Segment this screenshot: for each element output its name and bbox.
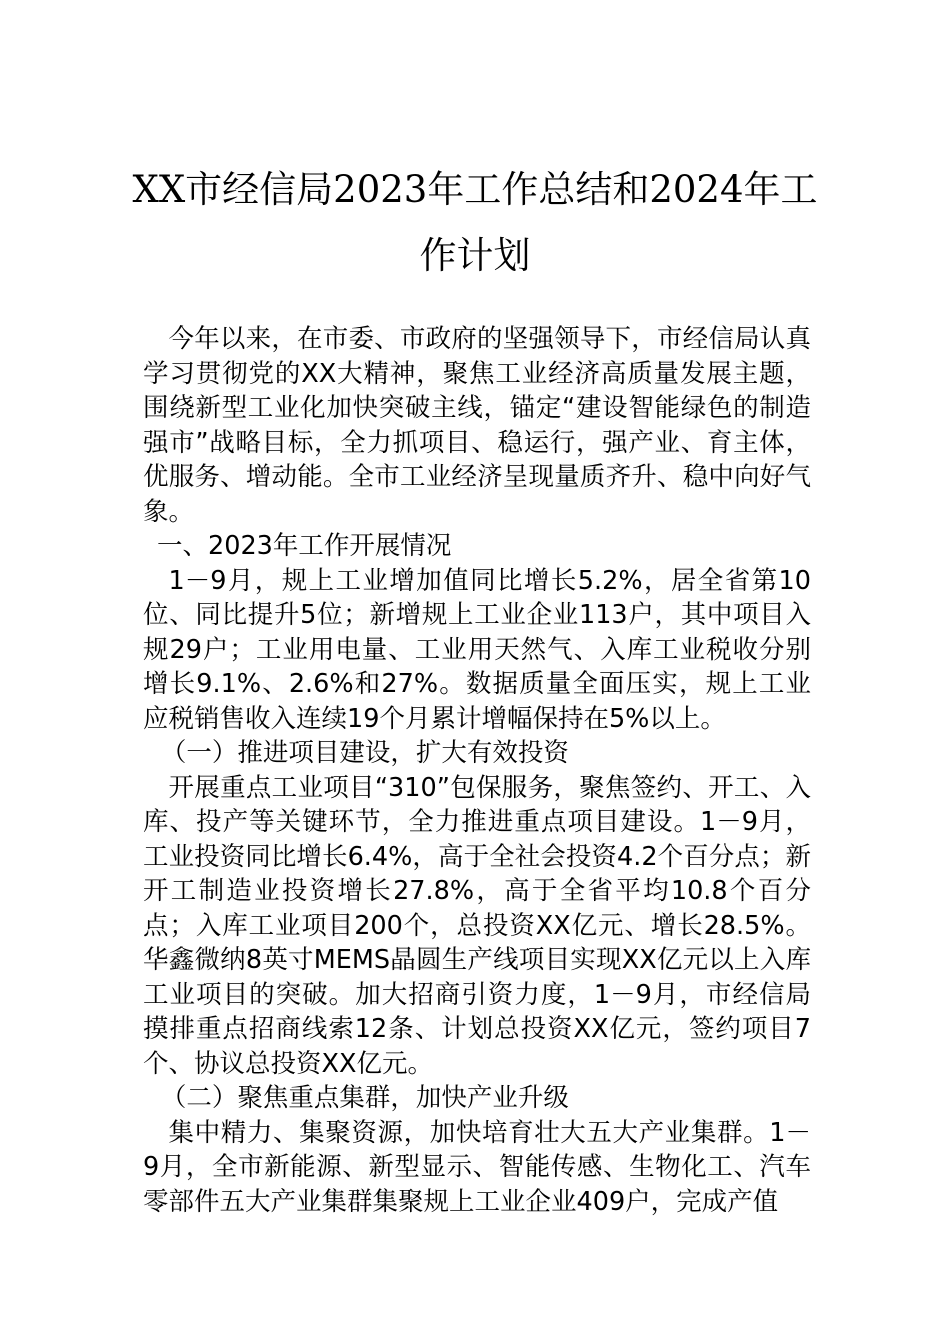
- section-heading-2023-work: 一、2023年工作开展情况: [157, 531, 452, 561]
- intro-paragraph: 今年以来，在市委、市政府的坚强领导下，市经信局认真学习贯彻党的XX大精神，聚焦工业经济高质量发展主题，围绕新型工业化加快突破主线，锚定“建设智能绿色的制造强市”战略目标，全力抓项目、稳运行，强产业、育主体，优服务、增动能。全市工业经济呈现量质齐升、稳中向好气象。: [143, 324, 811, 527]
- projects-paragraph: 开展重点工业项目“310”包保服务，聚焦签约、开工、入库、投产等关键环节，全力推进重点项目建设。1－9月，工业投资同比增长6.4%，高于全社会投资4.2个百分点；新开工制造业投资增长27.8%，高于全省平均10.8个百分点；入库工业项目200个，总投资XX亿元、增长28.5%。华鑫微纳8英寸MEMS晶圆生产线项目实现XX亿元以上入库工业项目的突破。加大招商引资力度，1－9月，市经信局摸排重点招商线索12条、计划总投资XX亿元，签约项目7个、协议总投资XX亿元。: [143, 772, 811, 1079]
- document-title-line-1: XX市经信局2023年工作总结和2024年工: [132, 168, 818, 211]
- document-body: [143, 322, 811, 1219]
- subsection-heading-projects: （一）推进项目建设，扩大有效投资: [160, 738, 569, 768]
- subsection-heading-clusters: （二）聚焦重点集群，加快产业升级: [160, 1083, 569, 1113]
- clusters-paragraph: 集中精力、集聚资源，加快培育壮大五大产业集群。1－9月，全市新能源、新型显示、智能传感、生物化工、汽车零部件五大产业集群集聚规上工业企业409户，完成产值: [143, 1117, 811, 1217]
- document-title-line-2: 作计划: [419, 234, 531, 277]
- overview-paragraph: 1－9月，规上工业增加值同比增长5.2%，居全省第10位、同比提升5位；新增规上工业企业113户，其中项目入规29户；工业用电量、工业用天然气、入库工业税收分别增长9.1%、2.6%和27%。数据质量全面压实，规上工业应税销售收入连续19个月累计增幅保持在5%以上。: [143, 565, 811, 734]
